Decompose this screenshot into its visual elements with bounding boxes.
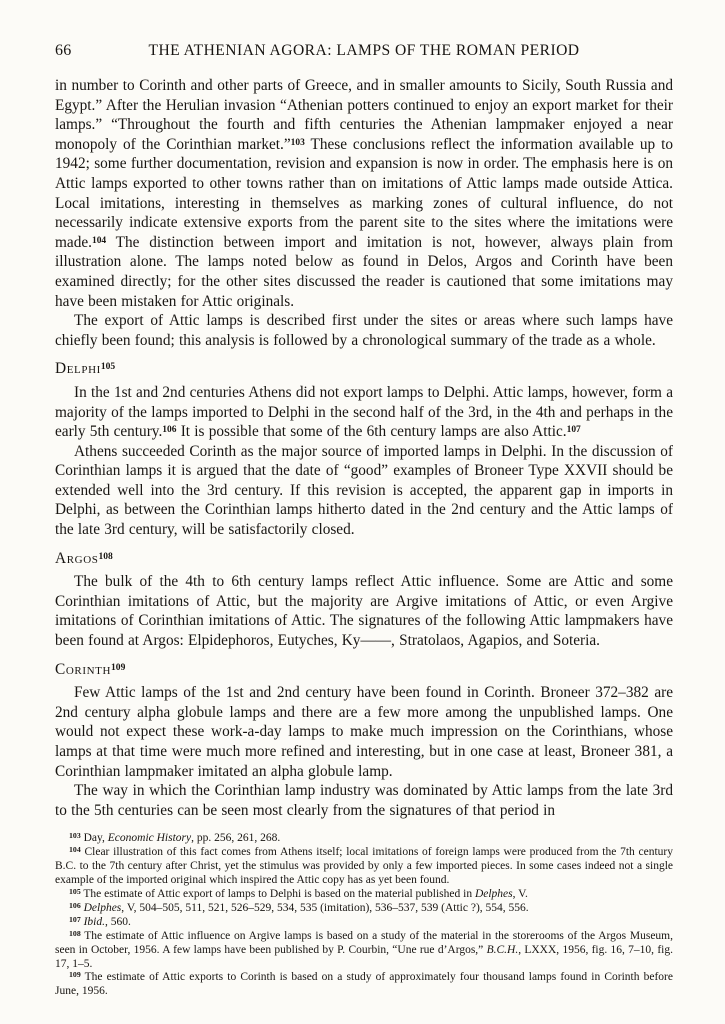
text-run: The estimate of Attic export of lamps to Delphi is based on the material published in [83, 888, 475, 900]
footnote-marker: 109 [69, 970, 81, 980]
footnote-marker: 104 [69, 845, 81, 855]
paragraph [55, 781, 673, 820]
footnotes [55, 832, 673, 999]
text-run: , V. [512, 888, 528, 900]
footnote-ref: 103 [290, 137, 305, 148]
footnote-ref: 107 [566, 425, 581, 436]
paragraph [55, 572, 673, 650]
text-run: It is possible that some of the 6th century lamps are also Attic. [176, 423, 567, 441]
paragraph [55, 683, 673, 781]
footnote-ref: 109 [111, 661, 126, 673]
text-run: The way in which the Corinthian lamp industry was dominated by Attic lamps from the late 3rd to the 5th centuries can be seen most clearly from the signatures of that period in [55, 782, 673, 819]
page-body [55, 76, 673, 820]
text-run: These conclusions reflect the information available up to 1942; some further documentation, revision and expansion is now in order. The emphasis here is on Attic lamps exported to other towns rather than on imitations of Attic lamps made outside Attica. Local imitations, interesting in themselves as marking zones of cultural influence, do not necessarily indicate extensive exports from the parent site to the sites where the imitations were made. [55, 135, 673, 251]
text-run: The estimate of Attic influence on Argive lamps is based on a study of the material in the storerooms of the Argos Museum, seen in October, 1956. A few lamps have been published by P. Courbin, “Une rue d’Argos,” [55, 929, 673, 956]
footnote-107 [55, 916, 673, 930]
italic-text: Ibid. [83, 915, 105, 928]
footnote-ref: 104 [91, 235, 107, 246]
paragraph [55, 76, 673, 311]
text-run: The export of Attic lamps is described first under the sites or areas where such lamps have chiefly been found; this analysis is followed by a chronological summary of the trade as a whole. [55, 312, 673, 349]
footnote-marker: 106 [69, 900, 81, 910]
section-heading-argos [55, 549, 673, 569]
text-run: Clear illustration of this fact comes from Athens itself; local imitations of foreign lamps were produced from the 7th century [84, 846, 673, 859]
section-heading-corinth [55, 660, 673, 680]
footnote-109 [55, 971, 673, 999]
footnote-ref: 108 [98, 550, 113, 562]
italic-text: Economic History [107, 832, 192, 845]
running-head [55, 42, 673, 64]
section-title: Corinth [55, 660, 112, 678]
text-run: , V, 504–505, 511, 521, 526–529, 534, 535 (imitation), 536–537, 539 (Attic ?), 554, 556. [121, 901, 529, 914]
paragraph [55, 383, 673, 442]
text-run: Few Attic lamps of the 1st and 2nd century have been found in Corinth. Broneer 372–382 are 2nd century alpha globule lamps and there are a few more among the unpublished lamps. One would not expect these work-a-day lamps to make much impression on the Corinthians, whose lamps at that time were much more refined and interesting, but in one case at least, Broneer 381, a Corinthian lampmaker imitated an alpha globule lamp. [55, 684, 673, 780]
text-run: , 560. [105, 915, 131, 928]
text-run: Athens succeeded Corinth as the major source of imported lamps in Delphi. In the discussion of Corinthian lamps it is argued that the date of “good” examples of Broneer Type XXVII should be extended well into the 3rd century. If this revision is accepted, the apparent gap in imports in Delphi, as between the Corinthian lamps hitherto dated in the 2nd century and the Attic lamps of the late 3rd century, will be satisfactorily closed. [55, 442, 673, 539]
footnote-108 [55, 930, 673, 972]
text-run: The distinction between import and imitation is not, however, always plain from illustration alone. The lamps noted below as found in Delos, Argos and Corinth have been examined directly; for the other sites discussed the reader is cautioned that some imitations may have been mistaken for Attic originals. [55, 233, 673, 310]
footnote-ref: 105 [100, 361, 116, 373]
footnote-106 [55, 902, 673, 916]
footnote-105 [55, 888, 673, 902]
text-run: The estimate of Attic exports to Corinth is based on a study of approximately four thousand lamps found in Corinth before June, 1956. [55, 971, 673, 998]
italic-text: Delphes [474, 888, 513, 900]
footnote-marker: 103 [69, 831, 81, 841]
section-title: Argos [55, 549, 99, 567]
text-run: to the 7th century after Christ, yet the stimulus was provided by only a few imported pieces. In some cases indeed not a single example of the imported original which inspired the Attic copy has as yet been found. [55, 860, 673, 887]
text-run: in number to Corinth and other parts of Greece, and in smaller amounts to Sicily, South Russia and Egypt.” After the Herulian invasion “Athenian potters continued to enjoy an export market for their lamps.” “Throughout the fourth and fifth centuries the Athenian lampmaker enjoyed a near monopoly of the Corinthian market.” [55, 77, 673, 153]
section-heading-delphi [55, 359, 673, 379]
section-title: Delphi [55, 360, 101, 378]
text-run: , LXXX, 1956, fig. 16, 7–10, fig. 17, 1–5. [55, 943, 673, 970]
footnote-marker: 105 [69, 887, 81, 896]
paragraph [55, 311, 673, 350]
footnote-marker: 107 [69, 914, 81, 924]
text-run: In the 1st and 2nd centuries Athens did not export lamps to Delphi. Attic lamps, however, form a majority of the lamps imported to Delphi in the second half of the 3rd, in the 4th and perhaps in the early 5th century. [55, 383, 673, 441]
running-title: THE ATHENIAN AGORA: LAMPS OF THE ROMAN PERIOD [148, 42, 580, 59]
text-run: The bulk of the 4th to 6th century lamps reflect Attic influence. Some are Attic and some Corinthian imitations of Attic, but the majority are Argive imitations of Attic, or even Argive imitations of Corinthian imitations of Attic. The signatures of the following Attic lampmakers have been found at Argos: Elpidephoros, Eutyches, Ky——, Stratolaos, Agapios, and Soteria. [55, 573, 673, 650]
footnote-103 [55, 832, 673, 846]
footnote-104 [55, 846, 673, 888]
footnote-ref: 106 [162, 425, 177, 436]
text-run: Day, [83, 832, 108, 845]
italic-text: B.C.H. [486, 943, 519, 956]
text-run: , pp. 256, 261, 268. [191, 832, 281, 845]
italic-text: Delphes [83, 901, 122, 914]
paragraph [55, 442, 673, 540]
smallcaps-text: B.C. [55, 860, 77, 873]
page-number: 66 [55, 42, 72, 59]
footnote-marker: 108 [69, 928, 81, 938]
